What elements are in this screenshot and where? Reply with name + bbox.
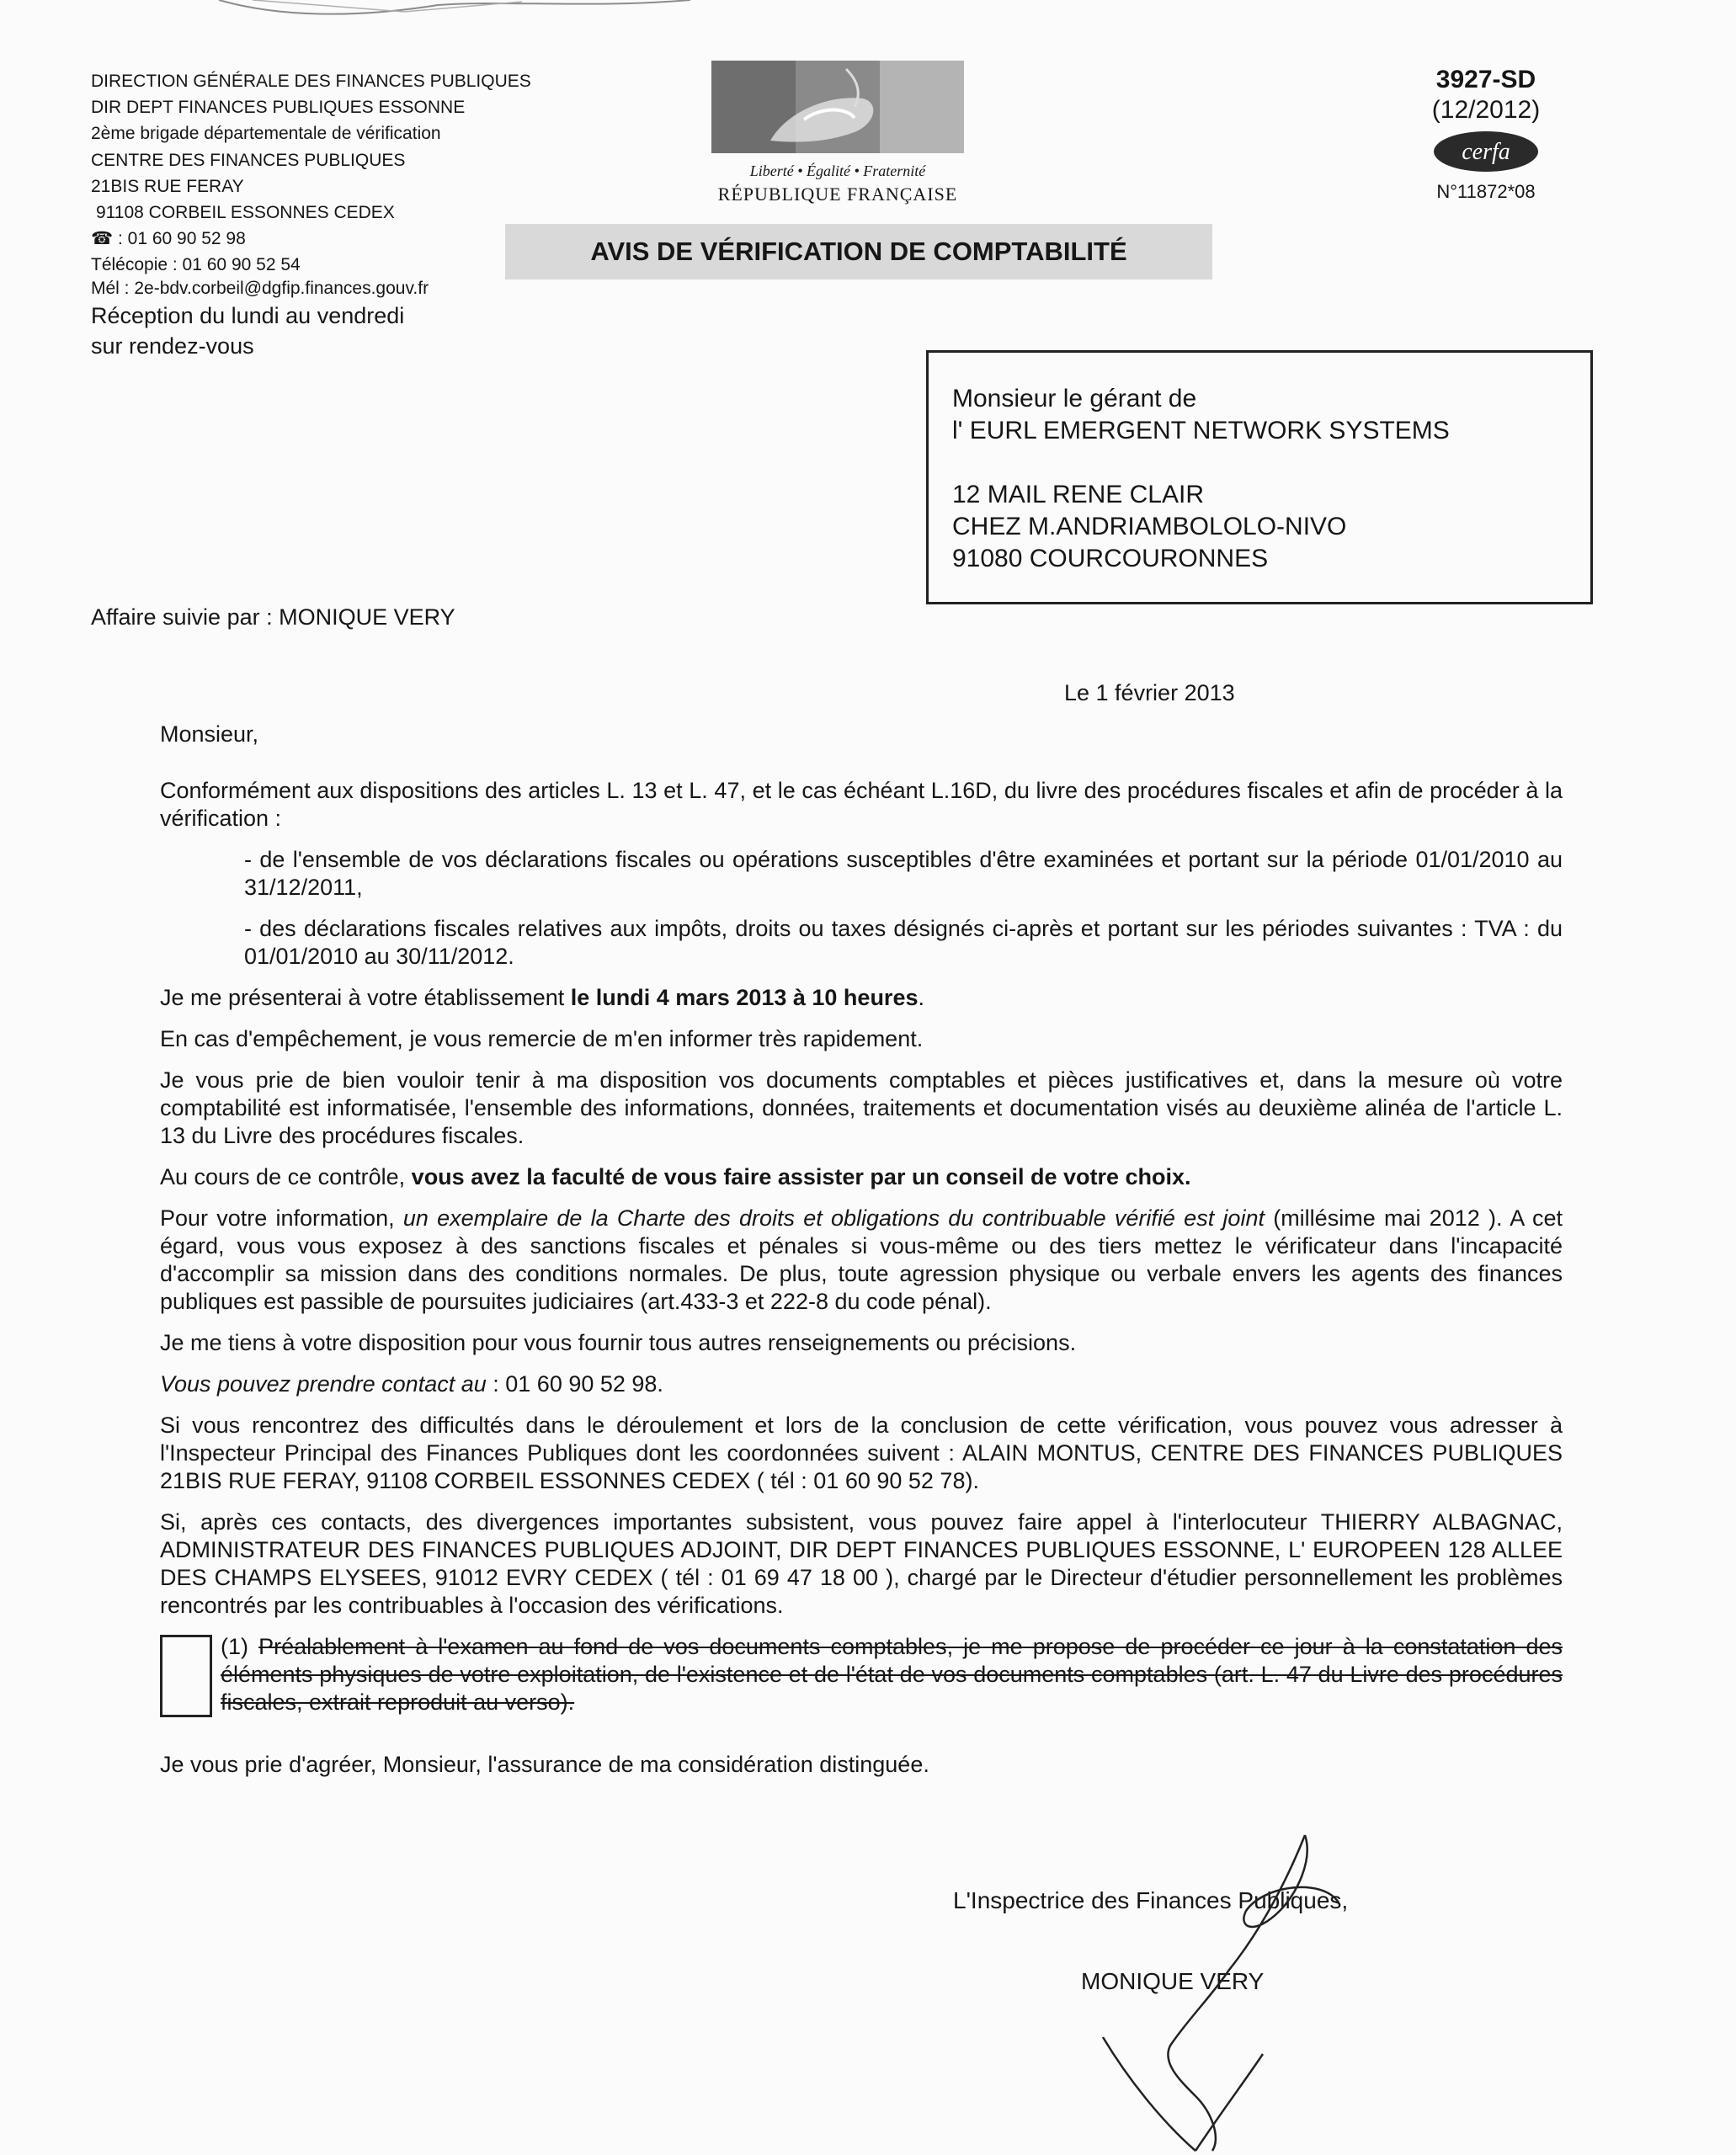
sender-directorate: DIRECTION GÉNÉRALE DES FINANCES PUBLIQUES: [91, 72, 531, 91]
form-reference-block: [1393, 66, 1579, 203]
contact-phone: : 01 60 90 52 98.: [486, 1371, 663, 1397]
paragraph-legal-basis: Conformément aux dispositions des articles L. 13 et L. 47, et le cas échéant L.16D, du livre des procédures fiscales et afin de procéder à la vérification :: [160, 778, 1563, 831]
paragraph-scope-tax: - des déclarations fiscales relatives aux impôts, droits ou taxes désignés ci-après et portant sur les périodes suivantes : TVA : du 01/01/2010 au 30/11/2012.: [244, 916, 1563, 969]
visit-datetime: le lundi 4 mars 2013 à 10 heures: [570, 985, 919, 1010]
recipient-company: l' EURL EMERGENT NETWORK SYSTEMS: [952, 417, 1450, 444]
republic-motto: Liberté • Égalité • Fraternité: [749, 162, 926, 179]
charter-attached: un exemplaire de la Charte des droits et obligations du contribuable vérifié est joint: [402, 1205, 1265, 1231]
paragraph-counsel: [160, 1163, 1563, 1191]
handwritten-signature: [1052, 1827, 1406, 2155]
paragraph-charter: [160, 1205, 1563, 1316]
recipient-city: 91080 COURCOURONNES: [952, 545, 1269, 572]
counsel-right: vous avez la faculté de vous faire assister par un conseil de votre choix.: [411, 1164, 1191, 1189]
signatory-title: L'Inspectrice des Finances Publiques,: [953, 1887, 1349, 1913]
salutation: Monsieur,: [160, 721, 259, 747]
recipient-role: Monsieur le gérant de: [952, 385, 1197, 412]
sender-phone: ☎ : 01 60 90 52 98: [91, 229, 246, 249]
paragraph-availability: Je me tiens à votre disposition pour vous fournir tous autres renseignements ou précisions.: [160, 1330, 1077, 1355]
sender-brigade: 2ème brigade départementale de vérification: [91, 124, 441, 144]
case-handler: Affaire suivie par : MONIQUE VERY: [91, 604, 455, 630]
visit-text: Je me présenterai à votre établissement: [160, 985, 571, 1010]
cerfa-logo-icon: [1431, 130, 1541, 173]
clause-struck-text: Préalablement à l'examen au fond de vos documents comptables, je me propose de procéder ce jour à la constatation des éléments physiques de votre exploitation, de l'existence et de l'état de vos documents comptables (art. L. 47 du Livre des procédures fiscales, extrait reproduit au verso).: [221, 1634, 1563, 1715]
sender-street: 21BIS RUE FERAY: [91, 176, 244, 196]
recipient-street: 12 MAIL RENE CLAIR: [952, 481, 1204, 508]
document-title: AVIS DE VÉRIFICATION DE COMPTABILITÉ: [590, 237, 1127, 266]
optional-clause: [160, 1633, 1563, 1717]
charter-text: Pour votre information,: [160, 1205, 403, 1231]
contact-label: Vous pouvez prendre contact au: [160, 1371, 487, 1397]
sender-reception-hours: Réception du lundi au vendredi: [91, 302, 405, 328]
paragraph-impediment: En cas d'empêchement, je vous remercie de m'en informer très rapidement.: [160, 1026, 924, 1051]
signatory-name: MONIQUE VERY: [1081, 1968, 1265, 1994]
counsel-text: Au cours de ce contrôle,: [160, 1164, 412, 1189]
optional-clause-checkbox[interactable]: [160, 1635, 212, 1717]
paragraph-interlocutor: Si, après ces contacts, des divergences importantes subsistent, vous pouvez faire appel à l'interlocuteur THIERRY ALBAGNAC, ADMINISTRATEUR DES FINANCES PUBLIQUES ADJOINT, DIR DEPT FINANCES PUBLIQUES ESSONNE, L' EUROPEEN 128 ALLEE DES CHAMPS ELYSEES, 91012 EVRY CEDEX ( tél : 01 69 47 18 00 ), chargé par le Directeur d'étudier personnellement les problèmes rencontrés par les contribuables à l'occasion des vérifications.: [160, 1509, 1563, 1618]
paragraph-scope-general: - de l'ensemble de vos déclarations fiscales ou opérations susceptibles d'être examinées et portant sur la période 01/01/2010 au 31/12/2011,: [244, 847, 1563, 900]
sender-block: [91, 71, 596, 363]
cerfa-registration-number: N°11872*08: [1436, 181, 1536, 202]
republic-emblem: [707, 61, 968, 205]
clause-marker: (1): [221, 1634, 259, 1659]
cerfa-logo-text: cerfa: [1462, 139, 1510, 165]
sender-centre: CENTRE DES FINANCES PUBLIQUES: [91, 150, 406, 170]
paragraph-inspector: Si vous rencontrez des difficultés dans le déroulement et lors de la conclusion de cette vérification, vous pouvez vous adresser à l'Inspecteur Principal des Finances Publiques dont les coordonnées suivent : ALAIN MONTUS, CENTRE DES FINANCES PUBLIQUES 21BIS RUE FERAY, 91108 CORBEIL ESSONNES CEDEX ( tél : 01 60 90 52 78).: [160, 1413, 1563, 1493]
optional-clause-text: [221, 1633, 1563, 1717]
letter-date: Le 1 février 2013: [1064, 680, 1235, 705]
form-number: 3927-SD: [1435, 66, 1536, 93]
recipient-address-box: [926, 350, 1593, 604]
paragraph-contact: [160, 1370, 1563, 1398]
sender-city: 91108 CORBEIL ESSONNES CEDEX: [96, 202, 395, 222]
sender-reception-appointment: sur rendez-vous: [91, 333, 254, 359]
visit-end: .: [918, 985, 924, 1010]
document-title-banner: [505, 224, 1212, 279]
sender-email: Mél : 2e-bdv.corbeil@dgfip.finances.gouv.fr: [91, 278, 429, 298]
recipient-care-of: CHEZ M.ANDRIAMBOLOLO-NIVO: [952, 513, 1347, 540]
charter-sanctions: (millésime mai 2012 ). A cet égard, vous vous exposez à des sanctions fiscales et pénales si vous-même ou des tiers mettez le vérificateur dans l'incapacité d'accomplir sa mission dans des conditions normales. De plus, toute agression physique ou verbale envers les agents des finances publiques est passible de poursuites judiciaires (art.433-3 et 222-8 du code pénal).: [160, 1205, 1563, 1314]
sender-fax: Télécopie : 01 60 90 52 54: [91, 255, 301, 275]
paragraph-documents: Je vous prie de bien vouloir tenir à ma disposition vos documents comptables et pièces justificatives et, dans la mesure où votre comptabilité est informatisée, l'ensemble des informations, données, traitements et documentation visés au deuxième alinéa de l'article L. 13 du Livre des procédures fiscales.: [160, 1067, 1563, 1148]
paper-crease-mark: [0, 0, 758, 51]
marianne-logo-icon: [711, 61, 964, 153]
paragraph-visit-date: [160, 984, 1563, 1012]
form-edition: (12/2012): [1431, 96, 1541, 124]
sender-department: DIR DEPT FINANCES PUBLIQUES ESSONNE: [91, 98, 466, 118]
republic-name: RÉPUBLIQUE FRANÇAISE: [717, 184, 958, 205]
closing-formula: Je vous prie d'agréer, Monsieur, l'assurance de ma considération distinguée.: [160, 1752, 929, 1777]
letter-body: [160, 721, 1563, 1792]
